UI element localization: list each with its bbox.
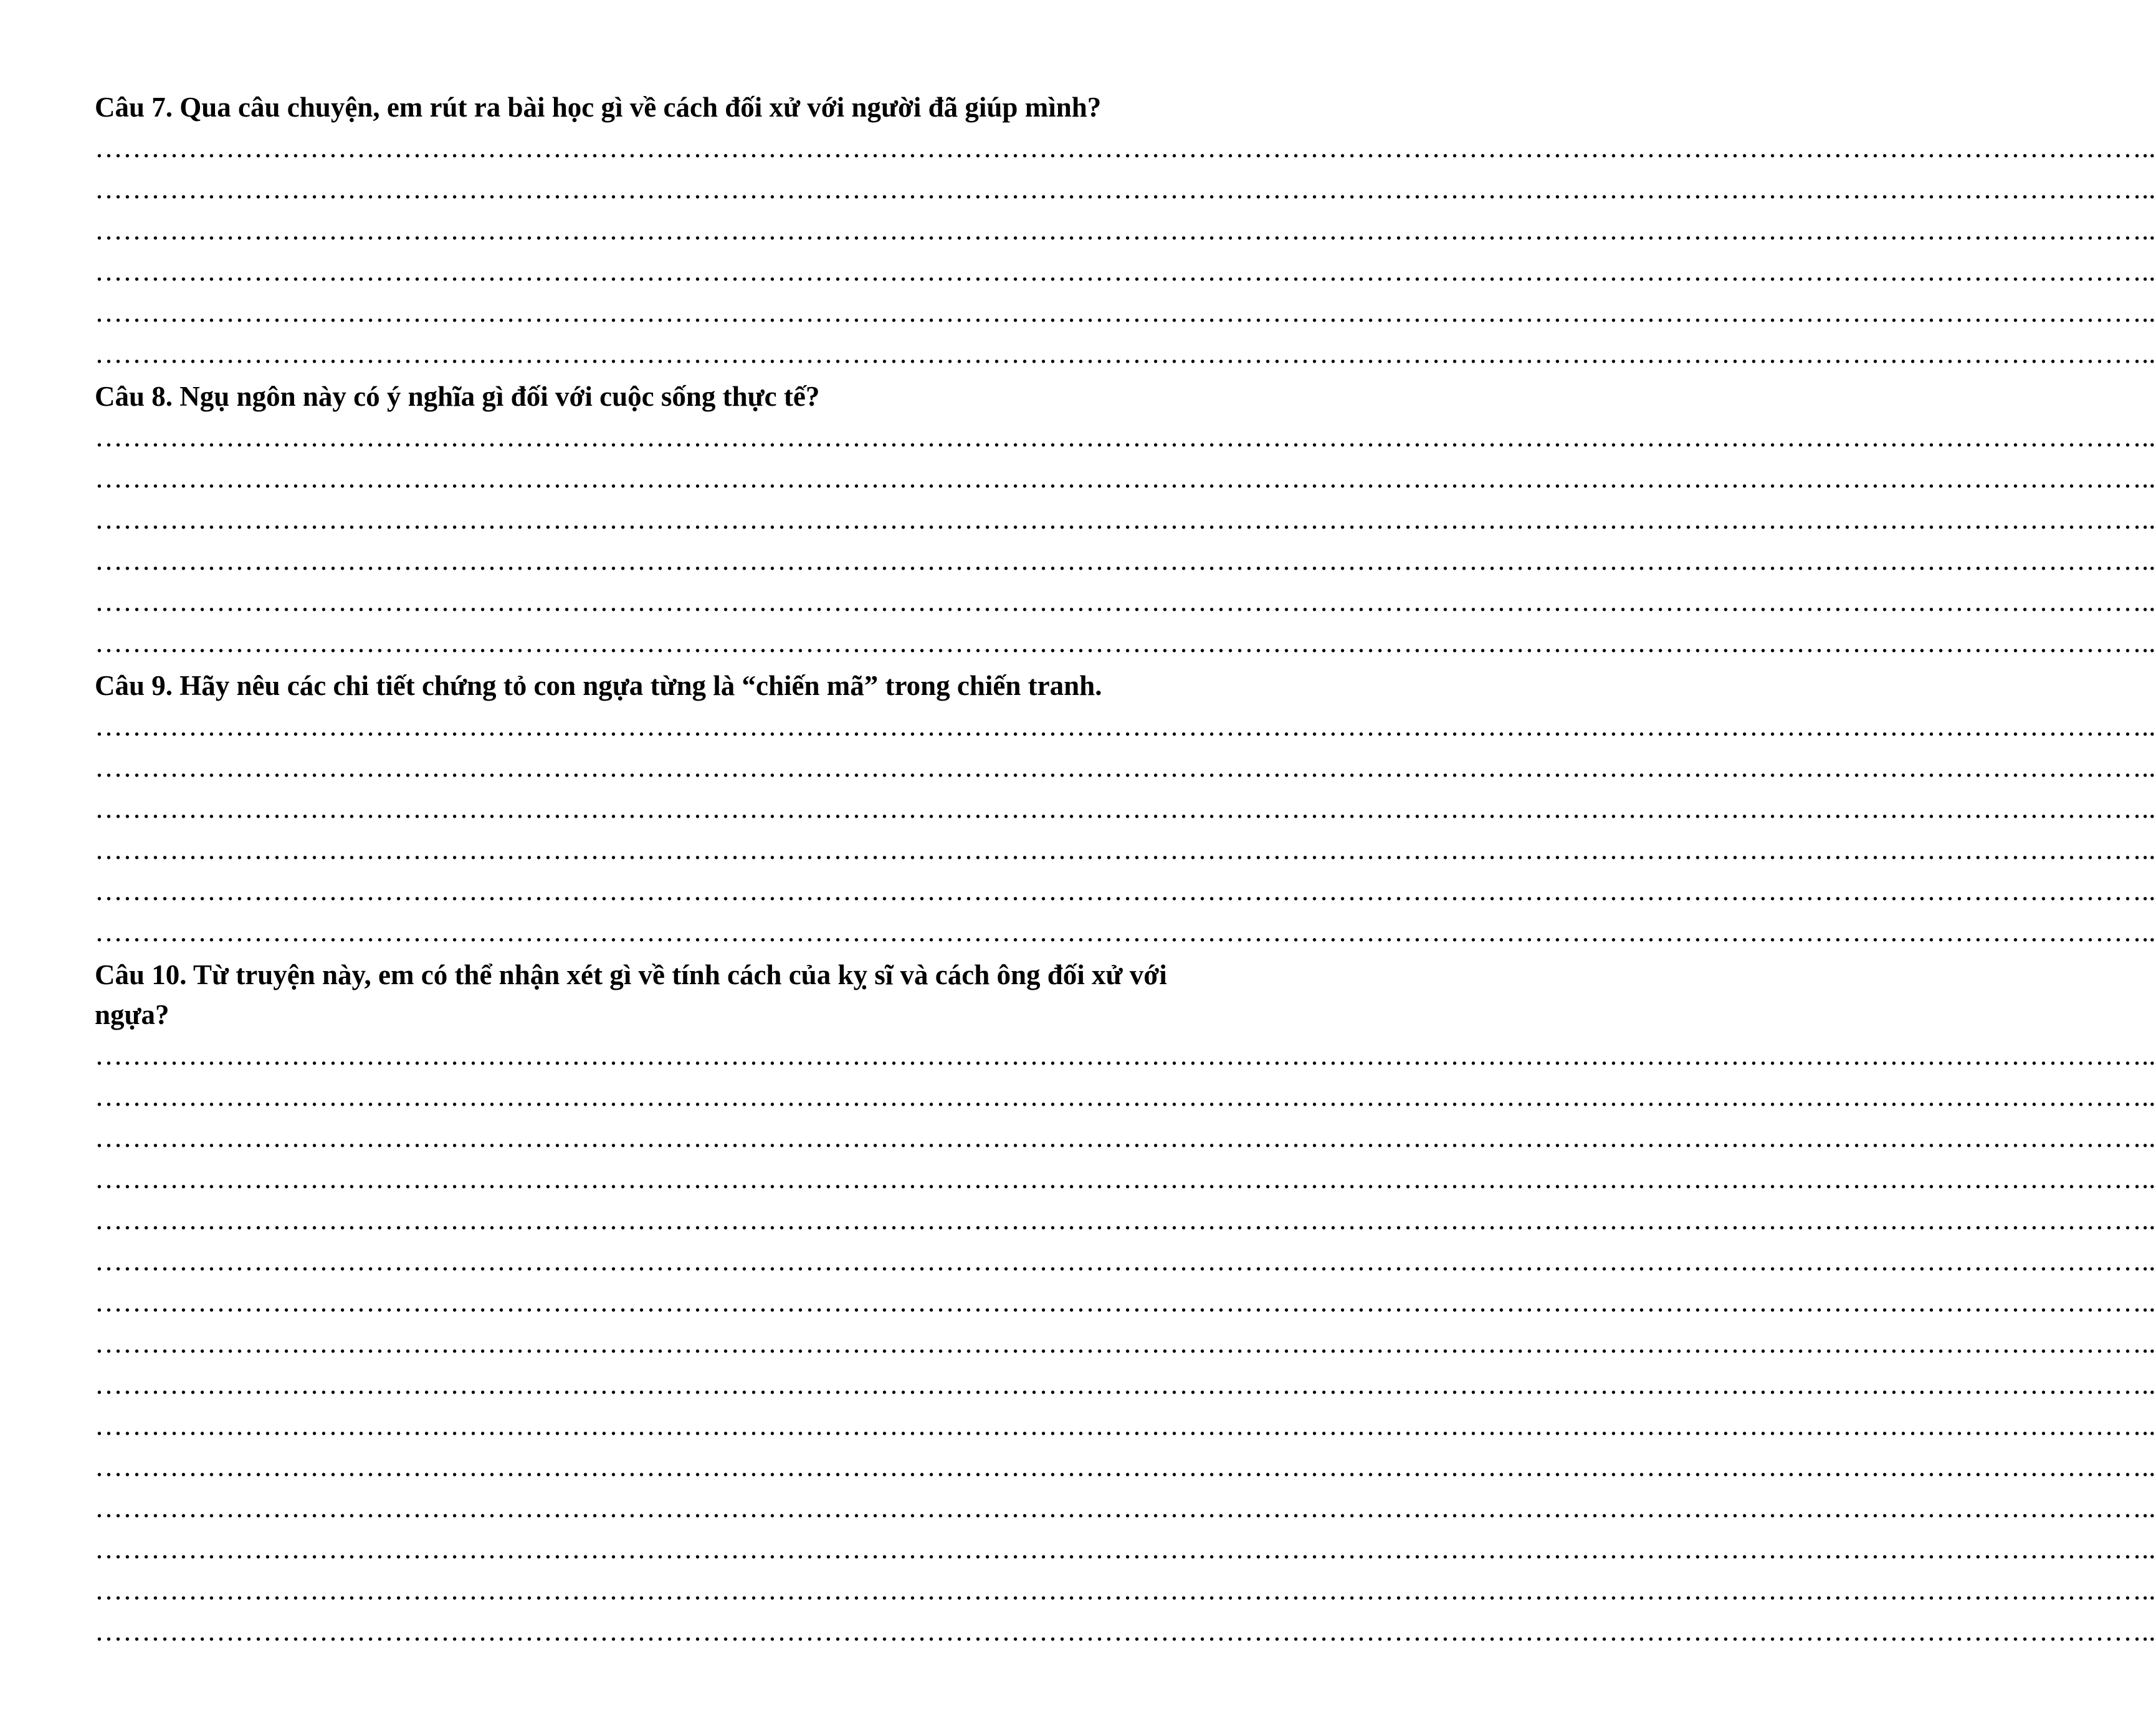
answer-line[interactable]: ………………………………………………………………………………………………………………………………………………………………………………………………….. (95, 711, 2156, 742)
answer-line[interactable]: ………………………………………………………………………………………………………………………………………………………………………………………………….. (95, 1122, 2156, 1153)
question-10-answer-lines (95, 1035, 2156, 1652)
answer-line[interactable]: ………………………………………………………………………………………………………………………………………………………………………………………………….. (95, 462, 2156, 494)
answer-line[interactable]: ………………………………………………………………………………………………………………………………………………………………………………………………….. (95, 504, 2156, 535)
answer-line[interactable]: ………………………………………………………………………………………………………………………………………………………………………………………………….. (95, 1204, 2156, 1235)
question-9 (95, 666, 2156, 952)
answer-line[interactable]: ………………………………………………………………………………………………………………………………………………………………………………………………….. (95, 132, 2156, 163)
question-7-answer-lines (95, 127, 2156, 374)
answer-line[interactable]: ………………………………………………………………………………………………………………………………………………………………………………………………….. (95, 793, 2156, 824)
question-7 (95, 87, 2156, 374)
answer-line[interactable]: ………………………………………………………………………………………………………………………………………………………………………………………………….. (95, 1451, 2156, 1482)
worksheet-content (95, 87, 2156, 1652)
answer-line[interactable]: ………………………………………………………………………………………………………………………………………………………………………………………………….. (95, 545, 2156, 576)
question-9-answer-lines (95, 706, 2156, 952)
answer-line[interactable]: ………………………………………………………………………………………………………………………………………………………………………………………………….. (95, 214, 2156, 246)
answer-line[interactable]: ………………………………………………………………………………………………………………………………………………………………………………………………….. (95, 297, 2156, 328)
answer-line[interactable]: ………………………………………………………………………………………………………………………………………………………………………………………………….. (95, 1328, 2156, 1359)
answer-line[interactable]: ………………………………………………………………………………………………………………………………………………………………………………………………….. (95, 1574, 2156, 1606)
answer-line[interactable]: ………………………………………………………………………………………………………………………………………………………………………………………………….. (95, 834, 2156, 865)
answer-line[interactable]: ………………………………………………………………………………………………………………………………………………………………………………………………….. (95, 1369, 2156, 1400)
question-10 (95, 955, 2156, 1652)
answer-line[interactable]: ………………………………………………………………………………………………………………………………………………………………………………………………….. (95, 1286, 2156, 1318)
answer-line[interactable]: ………………………………………………………………………………………………………………………………………………………………………………………………….. (95, 1616, 2156, 1647)
answer-line[interactable]: ………………………………………………………………………………………………………………………………………………………………………………………………….. (95, 1245, 2156, 1276)
answer-line[interactable]: ………………………………………………………………………………………………………………………………………………………………………………………………….. (95, 1163, 2156, 1194)
answer-line[interactable]: ………………………………………………………………………………………………………………………………………………………………………………………………….. (95, 1410, 2156, 1441)
answer-line[interactable]: ………………………………………………………………………………………………………………………………………………………………………………………………….. (95, 173, 2156, 204)
answer-line[interactable]: ………………………………………………………………………………………………………………………………………………………………………………………………….. (95, 256, 2156, 287)
question-8-title: Câu 8. Ngụ ngôn này có ý nghĩa gì đối với cuộc sống thực tế? (95, 381, 820, 412)
answer-line[interactable]: ………………………………………………………………………………………………………………………………………………………………………………………………….. (95, 338, 2156, 369)
answer-line[interactable]: ………………………………………………………………………………………………………………………………………………………………………………………………….. (95, 752, 2156, 783)
answer-line[interactable]: ………………………………………………………………………………………………………………………………………………………………………………………………….. (95, 1533, 2156, 1564)
question-7-title: Câu 7. Qua câu chuyện, em rút ra bài học gì về cách đối xử với người đã giúp mình? (95, 92, 1102, 123)
answer-line[interactable]: ………………………………………………………………………………………………………………………………………………………………………………………………….. (95, 916, 2156, 947)
answer-line[interactable]: ………………………………………………………………………………………………………………………………………………………………………………………………….. (95, 586, 2156, 617)
answer-line[interactable]: ………………………………………………………………………………………………………………………………………………………………………………………………….. (95, 627, 2156, 658)
question-8-answer-lines (95, 416, 2156, 663)
answer-line[interactable]: ………………………………………………………………………………………………………………………………………………………………………………………………….. (95, 1040, 2156, 1071)
question-9-title: Câu 9. Hãy nêu các chi tiết chứng tỏ con ngựa từng là “chiến mã” trong chiến tranh. (95, 670, 1102, 701)
answer-line[interactable]: ………………………………………………………………………………………………………………………………………………………………………………………………….. (95, 1081, 2156, 1112)
answer-line[interactable]: ………………………………………………………………………………………………………………………………………………………………………………………………….. (95, 421, 2156, 452)
answer-line[interactable]: ………………………………………………………………………………………………………………………………………………………………………………………………….. (95, 1492, 2156, 1523)
answer-line[interactable]: ………………………………………………………………………………………………………………………………………………………………………………………………….. (95, 875, 2156, 906)
question-10-title: Câu 10. Từ truyện này, em có thể nhận xét gì về tính cách của kỵ sĩ và cách ông đối xử với ngựa? (95, 959, 1167, 1030)
question-8 (95, 376, 2156, 663)
